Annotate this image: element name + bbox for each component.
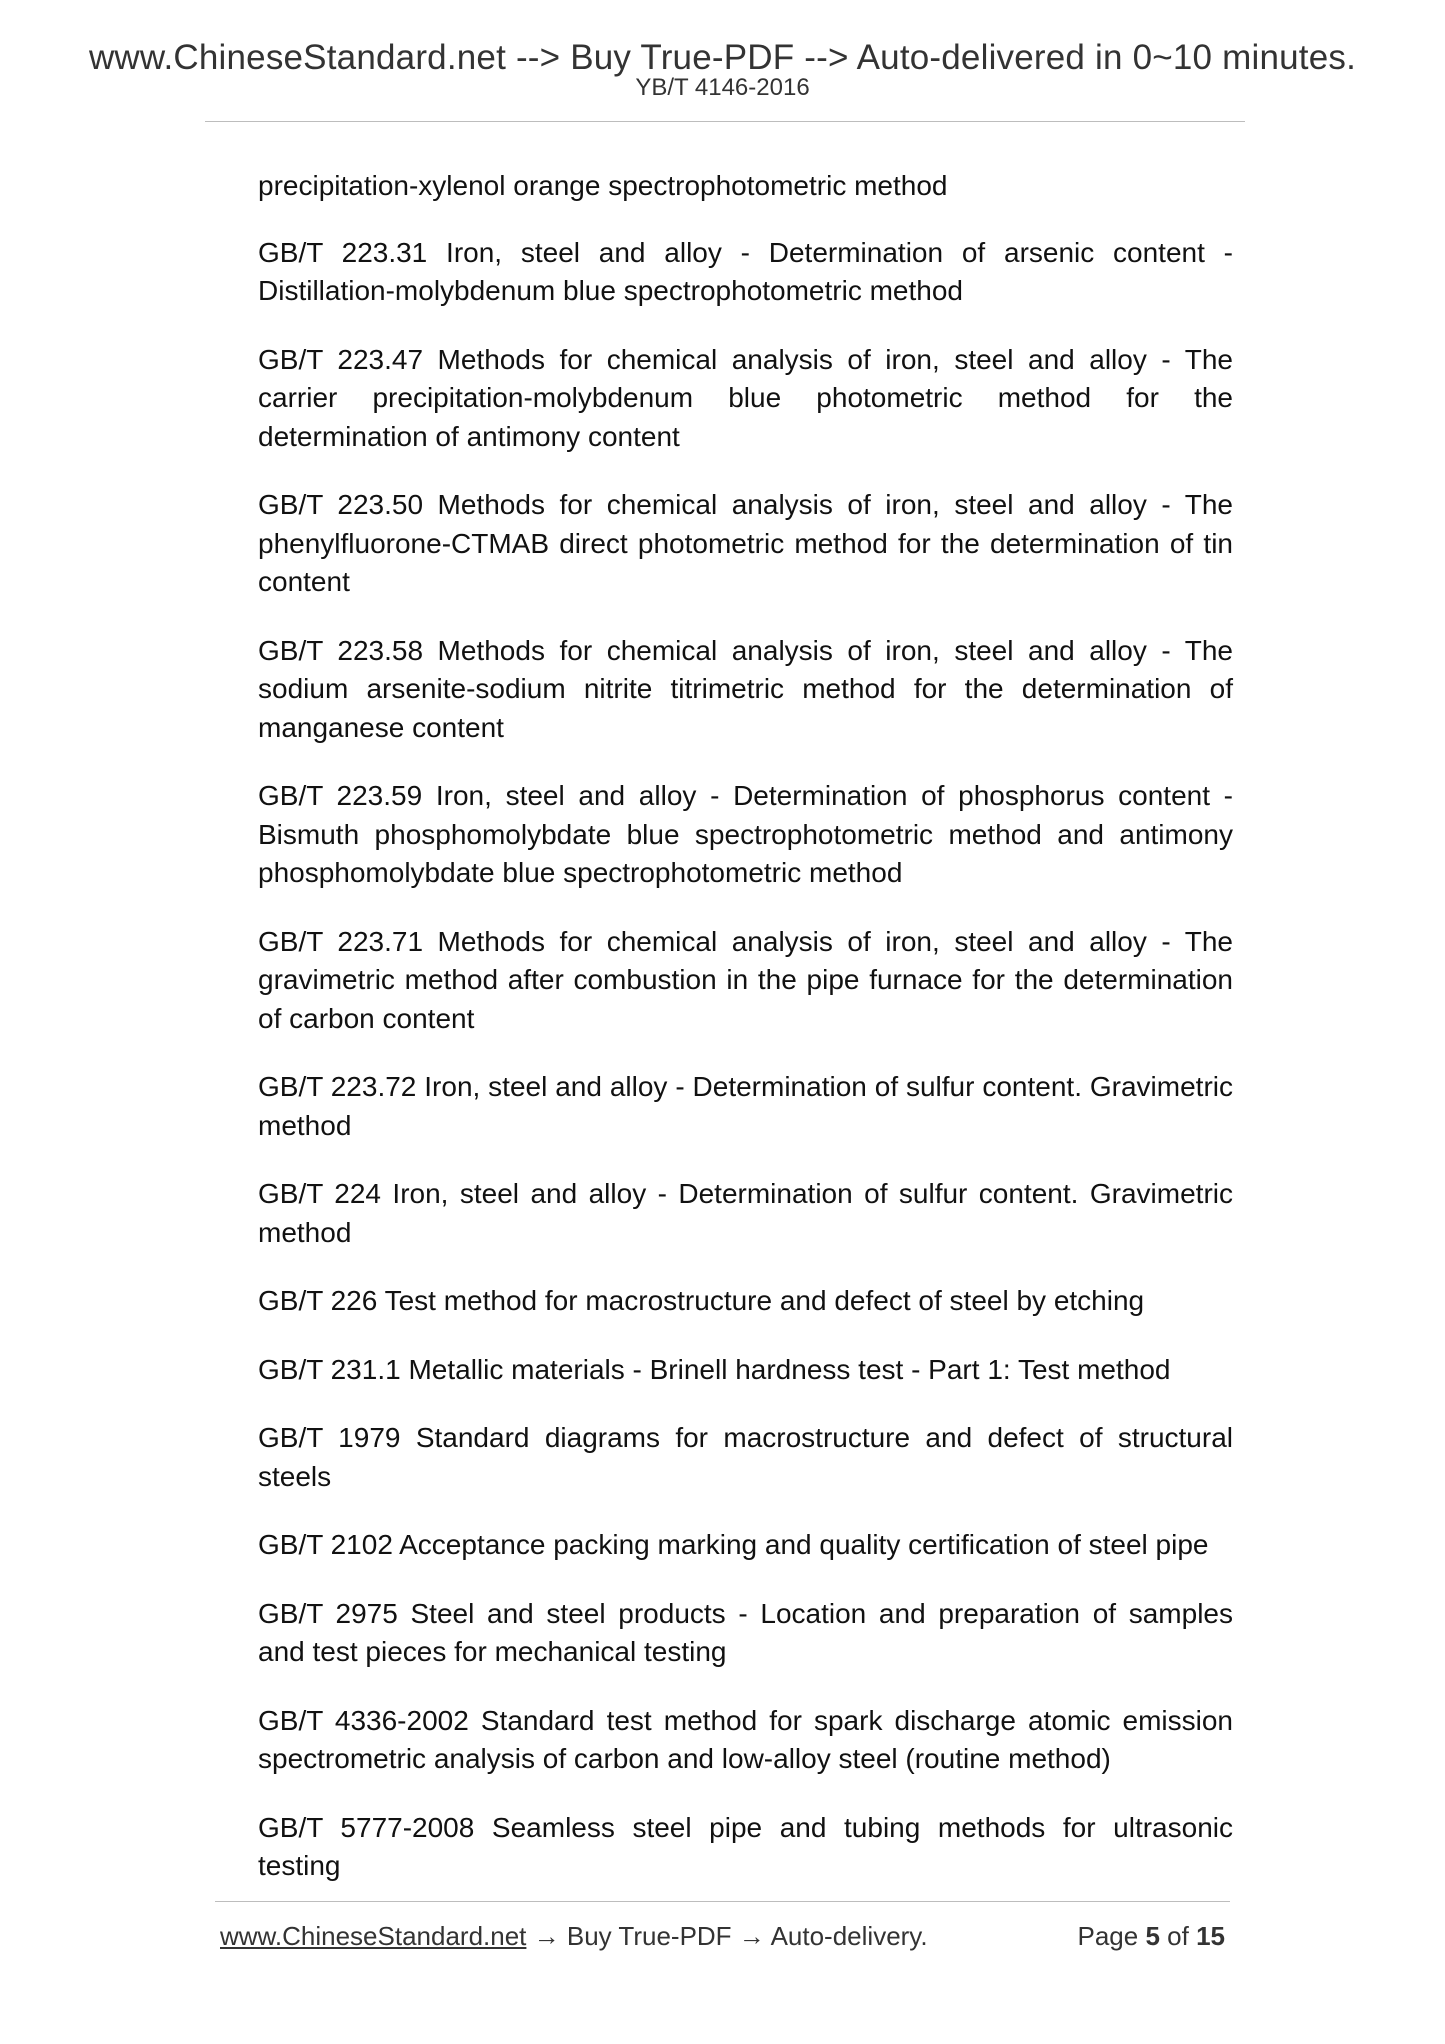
reference-entry: GB/T 4336-2002 Standard test method for spark discharge atomic emission spectrometric analysis of carbon and low-alloy steel (routine method) <box>258 1704 1233 1774</box>
reference-entry: GB/T 223.50 Methods for chemical analysis of iron, steel and alloy - The phenylfluorone-CTMAB direct photometric method for the determination of tin content <box>258 489 1233 597</box>
reference-entry: GB/T 223.72 Iron, steel and alloy - Determination of sulfur content. Gravimetric method <box>258 1071 1233 1141</box>
page-current: 5 <box>1145 1921 1160 1951</box>
reference-list <box>258 167 1233 1916</box>
reference-entry: GB/T 223.59 Iron, steel and alloy - Determination of phosphorus content - Bismuth phosphomolybdate blue spectrophotometric method and antimony phosphomolybdate blue spectrophotometric method <box>258 780 1233 888</box>
reference-entry: GB/T 226 Test method for macrostructure and defect of steel by etching <box>258 1285 1145 1316</box>
page-of-label: of <box>1167 1921 1189 1951</box>
reference-entry: GB/T 1979 Standard diagrams for macrostructure and defect of structural steels <box>258 1422 1233 1492</box>
footer-promo <box>220 1921 928 1952</box>
reference-entry: GB/T 5777-2008 Seamless steel pipe and tubing methods for ultrasonic testing <box>258 1811 1233 1881</box>
reference-entry: GB/T 223.71 Methods for chemical analysis of iron, steel and alloy - The gravimetric method after combustion in the pipe furnace for the determination of carbon content <box>258 925 1233 1034</box>
top-banner: www.ChineseStandard.net --> Buy True-PDF --> Auto-delivered in 0~10 minutes. <box>88 38 1357 77</box>
reference-entry: GB/T 2975 Steel and steel products - Location and preparation of samples and test pieces for mechanical testing <box>258 1597 1233 1667</box>
footer-promo-text: → Buy True-PDF → Auto-delivery. <box>526 1921 928 1951</box>
document-code: YB/T 4146-2016 <box>635 74 810 101</box>
footer-site-link[interactable]: www.ChineseStandard.net <box>220 1921 527 1951</box>
page-total: 15 <box>1196 1921 1225 1951</box>
reference-entry: GB/T 223.47 Methods for chemical analysis of iron, steel and alloy - The carrier precipitation-molybdenum blue photometric method for the determination of antimony content <box>258 343 1233 452</box>
reference-entry: GB/T 224 Iron, steel and alloy - Determination of sulfur content. Gravimetric method <box>258 1178 1233 1248</box>
header-divider <box>205 121 1245 122</box>
page-label: Page <box>1077 1921 1139 1951</box>
reference-entry: GB/T 231.1 Metallic materials - Brinell hardness test - Part 1: Test method <box>258 1353 1171 1385</box>
reference-entry: GB/T 223.31 Iron, steel and alloy - Determination of arsenic content - Distillation-molybdenum blue spectrophotometric method <box>258 236 1233 306</box>
reference-entry: precipitation-xylenol orange spectrophotometric method <box>258 170 948 201</box>
reference-entry: GB/T 2102 Acceptance packing marking and quality certification of steel pipe <box>258 1529 1209 1560</box>
reference-entry: GB/T 223.58 Methods for chemical analysis of iron, steel and alloy - The sodium arsenite-sodium nitrite titrimetric method for the determination of manganese content <box>258 634 1233 743</box>
footer-divider <box>215 1901 1230 1902</box>
page-indicator <box>1077 1921 1225 1952</box>
